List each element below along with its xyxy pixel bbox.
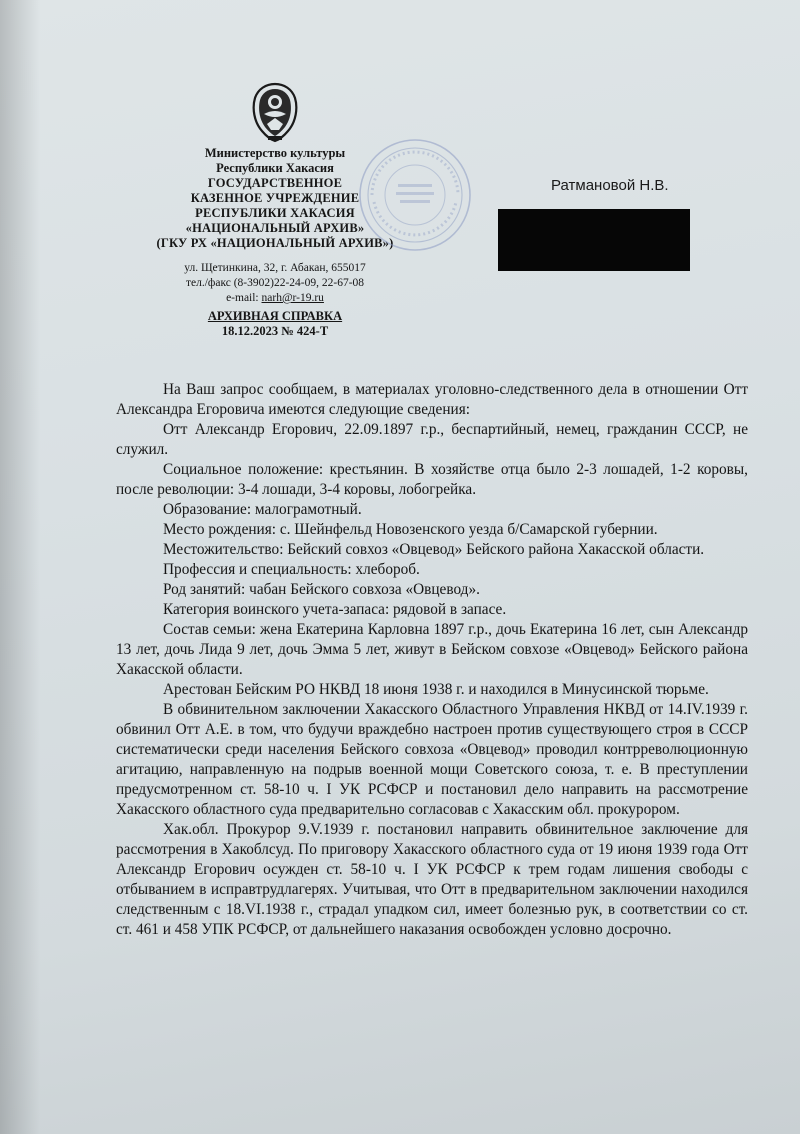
coat-of-arms-icon (244, 80, 306, 144)
round-stamp-icon (356, 136, 474, 254)
org-name-line-4: «НАЦИОНАЛЬНЫЙ АРХИВ» (185, 221, 365, 235)
contact-block (140, 261, 410, 306)
redaction-block (498, 209, 690, 271)
ministry-line-1: Министерство культуры (204, 146, 346, 160)
recipient-name: Ратмановой Н.В. (551, 177, 669, 194)
body-paragraph: Образование: малограмотный. (163, 501, 362, 518)
body-paragraph: Состав семьи: жена Екатерина Карловна 1897 г.р., дочь Екатерина 16 лет, сын Александр 13 лет, дочь Лида 9 лет, дочь Эмма 5 лет, живут в Бейском совхозе «Овцевод» Бейского района Хакасской области. (116, 621, 748, 678)
org-name-line-5: (ГКУ РХ «НАЦИОНАЛЬНЫЙ АРХИВ») (156, 236, 394, 250)
body-paragraph: Место рождения: с. Шейнфельд Новозенского уезда б/Самарской губернии. (163, 521, 658, 538)
page-edge-shadow (0, 0, 40, 1134)
document-title: АРХИВНАЯ СПРАВКА (207, 309, 343, 323)
body-paragraph: Отт Александр Егорович, 22.09.1897 г.р., беспартийный, немец, гражданин СССР, не служил. (116, 421, 748, 458)
email-link[interactable]: narh@r-19.ru (261, 292, 324, 304)
body-paragraph: Профессия и специальность: хлебороб. (163, 561, 420, 578)
email-label: e-mail: (226, 292, 262, 304)
org-name-line-3: РЕСПУБЛИКИ ХАКАСИЯ (195, 206, 355, 220)
org-name-line-1: ГОСУДАРСТВЕННОЕ (207, 176, 343, 190)
body-paragraph: Арестован Бейским РО НКВД 18 июня 1938 г. и находился в Минусинской тюрьме. (163, 681, 709, 698)
body-paragraph: Категория воинского учета-запаса: рядовой в запасе. (163, 601, 507, 618)
body-paragraph: В обвинительном заключении Хакасского Областного Управления НКВД от 14.IV.1939 г. обвинил Отт А.Е. в том, что будучи враждебно настроен против существующего строя в СССР систематически среди населения Бейского совхоза «Овцевод» проводил контрреволюционную агитацию, направленную на подрыв военной мощи Советского союза, т. е. В преступлении предусмотренном ст. 58-10 ч. I УК РСФСР и постановил дело направить на рассмотрение Хакасского областного суда предварительно согласовав с Хакасским обл. прокурором. (116, 701, 748, 818)
document-date-number: 18.12.2023 № 424-Т (221, 324, 329, 338)
body-paragraph: Хак.обл. Прокурор 9.V.1939 г. постановил направить обвинительное заключение для рассмотрения в Хакоблсуд. По приговору Хакасского областного суда от 19 июня 1939 года Отт Александр Егорович осужден ст. 58-10 ч. I УК РСФСР к трем годам лишения свободы с отбыванием в исправтрудлагерях. Учитывая, что Отт в предварительном заключении находился следственным с 18.VI.1938 г., страдал упадком сил, имеет болезнью рук, в соответствии со ст. ст. 461 и 458 УПК РСФСР, от дальнейшего наказания освобожден условно досрочно. (116, 821, 748, 938)
document-body (116, 380, 748, 940)
phone-fax: тел./факс (8-3902)22-24-09, 22-67-08 (185, 277, 365, 289)
body-paragraph: Социальное положение: крестьянин. В хозяйстве отца было 2-3 лошадей, 1-2 коровы, после революции: 3-4 лошади, 3-4 коровы, лобогрейка. (116, 461, 748, 498)
address: ул. Щетинкина, 32, г. Абакан, 655017 (184, 262, 366, 274)
body-paragraph: Местожительство: Бейский совхоз «Овцевод» Бейского района Хакасской области. (163, 541, 705, 558)
body-paragraph: Род занятий: чабан Бейского совхоза «Овцевод». (163, 581, 480, 598)
org-name-line-2: КАЗЕННОЕ УЧРЕЖДЕНИЕ (190, 191, 360, 205)
ministry-line-2: Республики Хакасия (216, 161, 334, 175)
body-paragraph: На Ваш запрос сообщаем, в материалах уголовно-следственного дела в отношении Отт Александра Егоровича имеются следующие сведения: (116, 381, 748, 418)
email-line (140, 291, 410, 306)
